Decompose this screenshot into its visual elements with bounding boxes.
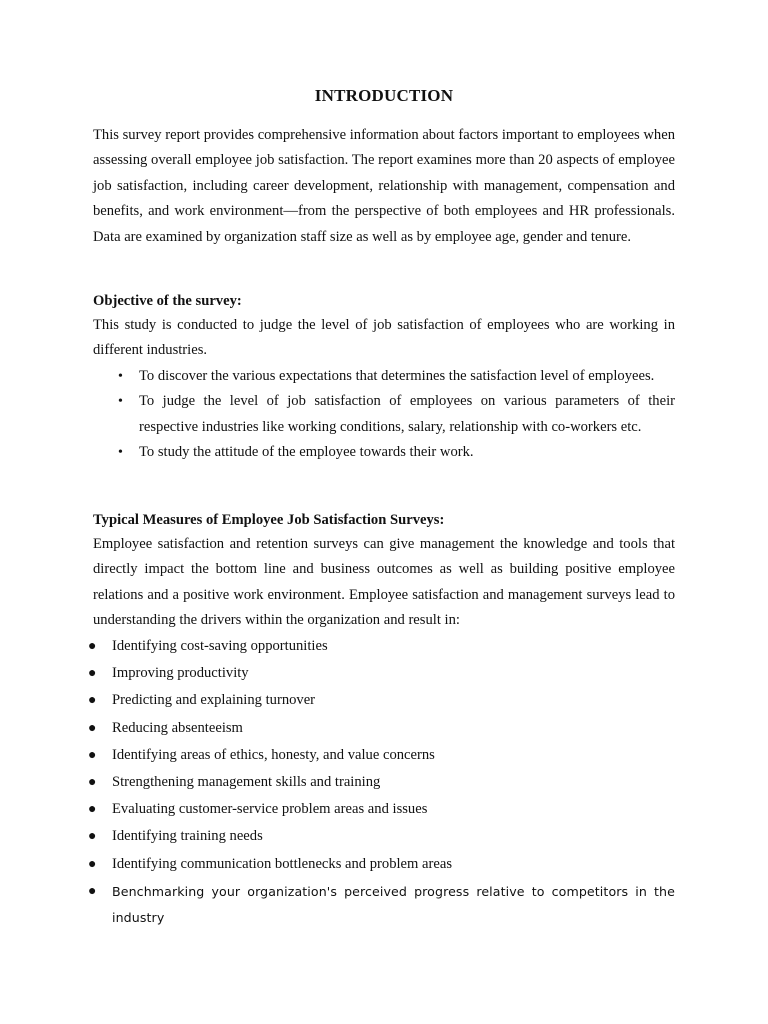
measures-list — [0, 634, 768, 932]
list-item-text: Identifying areas of ethics, honesty, and value concerns — [112, 746, 435, 763]
list-item — [88, 634, 675, 661]
measures-paragraph: Employee satisfaction and retention surveys can give management the knowledge and tools that directly impact the bottom line and business outcomes as well as building positive employee relations and a positive work environment. Employee satisfaction and management surveys lead to understanding the drivers within the organization and result in: — [93, 536, 675, 629]
list-item-text: To discover the various expectations that determines the satisfaction level of employees. — [139, 368, 655, 384]
bullet-icon: ● — [88, 720, 97, 736]
bullet-icon: ● — [88, 883, 97, 899]
list-item — [88, 688, 675, 715]
list-item-text: Reducing absenteeism — [112, 719, 243, 736]
bullet-icon: • — [118, 445, 123, 461]
list-item-text: Benchmarking your organization's perceived progress relative to competitors in the industry — [112, 883, 675, 926]
list-item — [88, 797, 675, 824]
intro-paragraph: This survey report provides comprehensive information about factors important to employees when assessing overall employee job satisfaction. The report examines more than 20 aspects of employee job satisfaction, including career development, relationship with management, compensation and benefits, and work environment—from the perspective of both employees and HR professionals. Data are examined by organization staff size as well as by employee age, gender and tenure. — [93, 127, 675, 245]
objective-paragraph: This study is conducted to judge the level of job satisfaction of employees who are working in different industries. — [93, 317, 675, 359]
objective-list — [0, 364, 768, 466]
list-item — [118, 389, 675, 440]
list-item — [118, 364, 675, 389]
list-item-text: To study the attitude of the employee towards their work. — [139, 444, 474, 461]
bullet-icon: ● — [88, 639, 97, 654]
measures-heading: Typical Measures of Employee Job Satisfaction Surveys: — [93, 512, 445, 528]
list-item-text: Improving productivity — [112, 665, 249, 682]
list-item — [88, 852, 675, 879]
bullet-icon: ● — [88, 666, 97, 682]
list-item-text: To judge the level of job satisfaction of employees on various parameters of their respective industries like working conditions, salary, relationship with co-workers etc. — [139, 393, 675, 435]
bullet-icon: • — [118, 369, 123, 384]
list-item-text: Strengthening management skills and training — [112, 773, 381, 790]
bullet-icon: ● — [88, 774, 97, 790]
list-item-text: Identifying training needs — [112, 828, 263, 845]
bullet-icon: ● — [88, 856, 97, 872]
bullet-icon: ● — [88, 693, 97, 709]
page-title: INTRODUCTION — [314, 86, 454, 105]
list-item-text: Identifying communication bottlenecks and problem areas — [112, 855, 453, 872]
list-item-text: Identifying cost-saving opportunities — [112, 638, 328, 654]
list-item-text: Evaluating customer-service problem areas and issues — [112, 801, 428, 818]
bullet-icon: ● — [88, 802, 97, 818]
bullet-icon: ● — [88, 829, 97, 845]
bullet-icon: • — [118, 394, 123, 410]
objective-heading: Objective of the survey: — [93, 293, 242, 309]
list-item — [118, 440, 675, 465]
list-item — [88, 879, 675, 932]
list-item — [88, 770, 675, 797]
list-item — [88, 824, 675, 851]
list-item — [88, 743, 675, 770]
bullet-icon: ● — [88, 747, 97, 763]
list-item — [88, 661, 675, 688]
list-item-text: Predicting and explaining turnover — [112, 692, 316, 709]
list-item — [88, 716, 675, 743]
